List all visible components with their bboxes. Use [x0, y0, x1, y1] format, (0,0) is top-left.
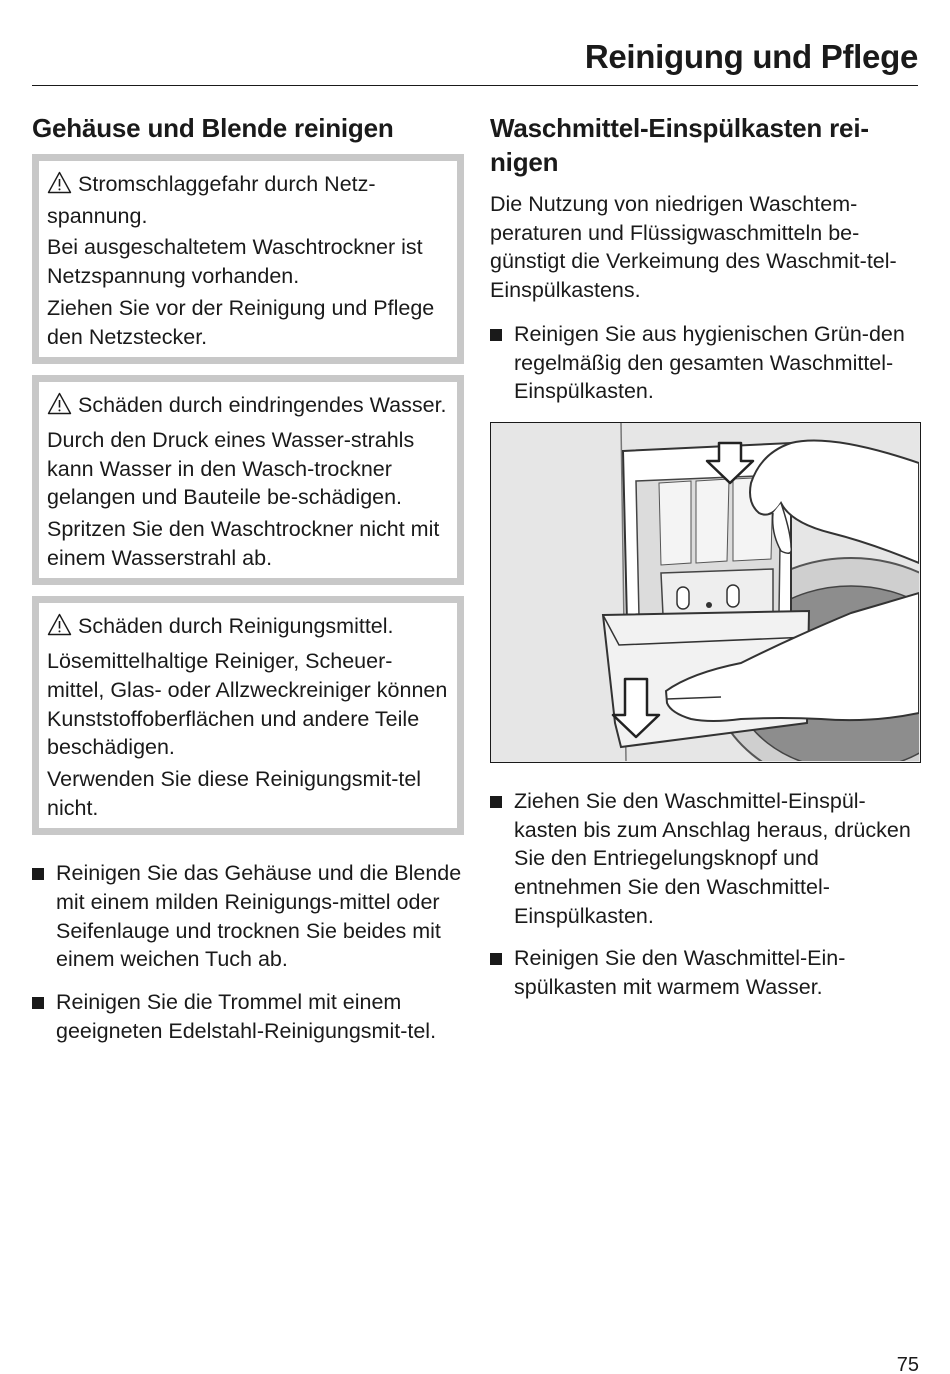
- warning-text: Bei ausgeschaltetem Waschtrockner ist Netzspannung vorhanden.: [47, 235, 423, 289]
- list-item: Reinigen Sie das Gehäuse und die Blende mit einem milden Reinigungs-mittel oder Seifenlauge und trocknen Sie beides mit einem weichen Tuch ab.: [32, 859, 464, 974]
- intro-paragraph: Die Nutzung von niedrigen Waschtem-peraturen und Flüssigwaschmitteln be-günstigt die Verkeimung des Waschmit-tel-Einspülkastens.: [490, 192, 897, 303]
- warning-text: Ziehen Sie vor der Reinigung und Pflege den Netzstecker.: [47, 295, 435, 349]
- list-item: Reinigen Sie den Waschmittel-Ein-spülkasten mit warmem Wasser.: [490, 944, 922, 1001]
- warning-title: Schäden durch eindringendes Wasser.: [47, 391, 449, 423]
- warning-text: Verwenden Sie diese Reinigungsmit-tel nicht.: [47, 766, 422, 820]
- dispenser-illustration: [490, 422, 921, 763]
- square-bullet-icon: [490, 953, 502, 965]
- list-item: Ziehen Sie den Waschmittel-Einspül-kasten bis zum Anschlag heraus, drücken Sie den Entriegelungsknopf und entnehmen Sie den Waschmittel-Einspülkasten.: [490, 787, 922, 931]
- section-heading-dispenser: Waschmittel-Einspülkasten rei-nigen: [490, 113, 869, 177]
- square-bullet-icon: [32, 868, 44, 880]
- warning-triangle-icon: [47, 392, 72, 423]
- list-item: Reinigen Sie aus hygienischen Grün-den regelmäßig den gesamten Waschmittel-Einspülkasten.: [490, 320, 922, 406]
- square-bullet-icon: [490, 796, 502, 808]
- warning-box-cleaner: [32, 596, 464, 835]
- warning-text: Spritzen Sie den Waschtrockner nicht mit einem Wasserstrahl ab.: [47, 517, 440, 570]
- warning-text: Durch den Druck eines Wasser-strahls kann Wasser in den Wasch-trockner gelangen und Bauteile be-schädigen.: [47, 427, 415, 510]
- page-title: Reinigung und Pflege: [584, 38, 918, 75]
- list-item: Reinigen Sie die Trommel mit einem geeigneten Edelstahl-Reinigungsmit-tel.: [32, 988, 464, 1045]
- warning-title: Stromschlaggefahr durch Netz-spannung.: [47, 172, 376, 228]
- right-column: [490, 108, 922, 1016]
- dispenser-drawer-illustration: [491, 423, 919, 761]
- warning-title: Schäden durch Reinigungsmittel.: [47, 612, 449, 644]
- section-heading-housing: Gehäuse und Blende reinigen: [32, 113, 394, 143]
- warning-text: Lösemittelhaltige Reiniger, Scheuer-mittel, Glas- oder Allzweckreiniger können Kunststoffoberflächen und andere Teile beschädigen.: [47, 649, 448, 760]
- warning-box-electric: [32, 154, 464, 364]
- square-bullet-icon: [32, 997, 44, 1009]
- square-bullet-icon: [490, 329, 502, 341]
- warning-triangle-icon: [47, 613, 72, 644]
- page-header: [32, 38, 918, 86]
- page-number: 75: [896, 1354, 919, 1374]
- left-column: [32, 108, 464, 1060]
- warning-triangle-icon: [47, 171, 72, 202]
- warning-box-water: [32, 375, 464, 585]
